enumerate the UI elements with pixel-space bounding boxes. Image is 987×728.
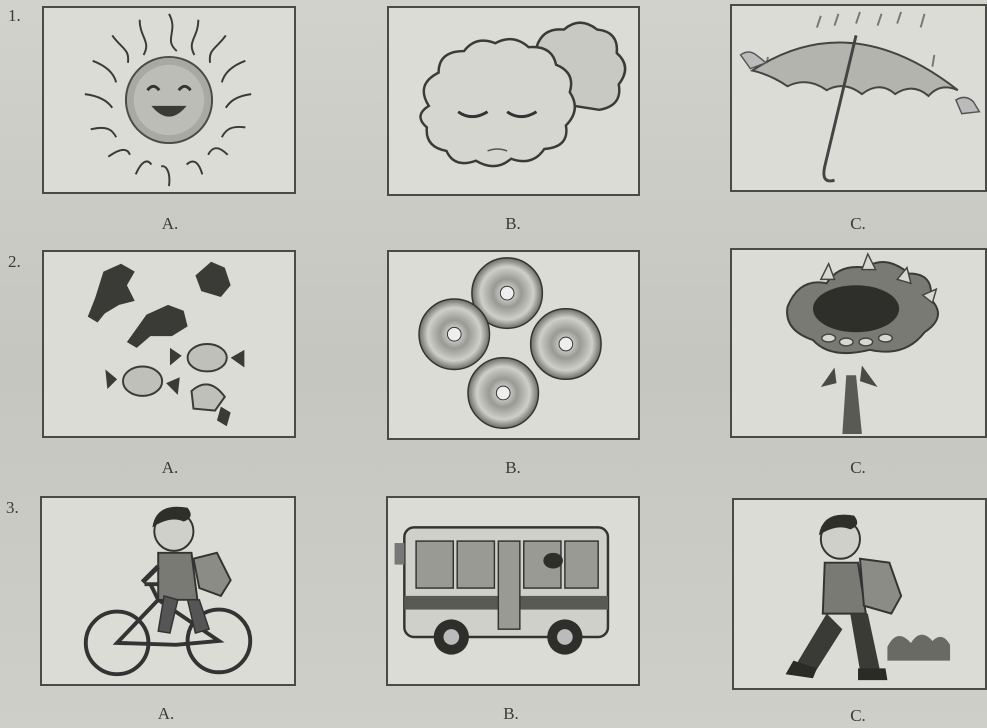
- boy-walking-icon: [734, 500, 985, 688]
- option-1a-label: A.: [161, 214, 179, 233]
- option-3a-label: A.: [157, 704, 175, 723]
- option-3a-frame[interactable]: [40, 496, 296, 686]
- option-2a-frame[interactable]: [42, 250, 296, 438]
- option-2c-frame[interactable]: [730, 248, 987, 438]
- option-3c-frame[interactable]: [732, 498, 987, 690]
- question-number-1: 1.: [8, 6, 21, 25]
- option-2b-frame[interactable]: [387, 250, 640, 440]
- option-3c-label: C.: [850, 706, 866, 725]
- option-3b-frame[interactable]: [386, 496, 640, 686]
- bus-icon: [388, 498, 638, 684]
- cds-icon: [389, 252, 638, 438]
- option-2a-label: A.: [161, 458, 179, 477]
- option-1c-label: C.: [850, 214, 866, 233]
- option-1a-frame[interactable]: [42, 6, 296, 194]
- boy-riding-bike-icon: [42, 498, 294, 684]
- umbrella-rain-icon: [732, 6, 985, 190]
- candies-icon: [44, 252, 294, 436]
- option-1b-frame[interactable]: [387, 6, 640, 196]
- option-2b-label: B.: [505, 458, 521, 477]
- option-2c-label: C.: [850, 458, 866, 477]
- flower-bouquet-icon: [732, 250, 985, 436]
- option-3b-label: B.: [503, 704, 519, 723]
- question-number-3: 3.: [6, 498, 19, 517]
- option-1c-frame[interactable]: [730, 4, 987, 192]
- question-number-2: 2.: [8, 252, 21, 271]
- option-1b-label: B.: [505, 214, 521, 233]
- cloud-icon: [389, 8, 638, 194]
- sun-icon: [44, 8, 294, 192]
